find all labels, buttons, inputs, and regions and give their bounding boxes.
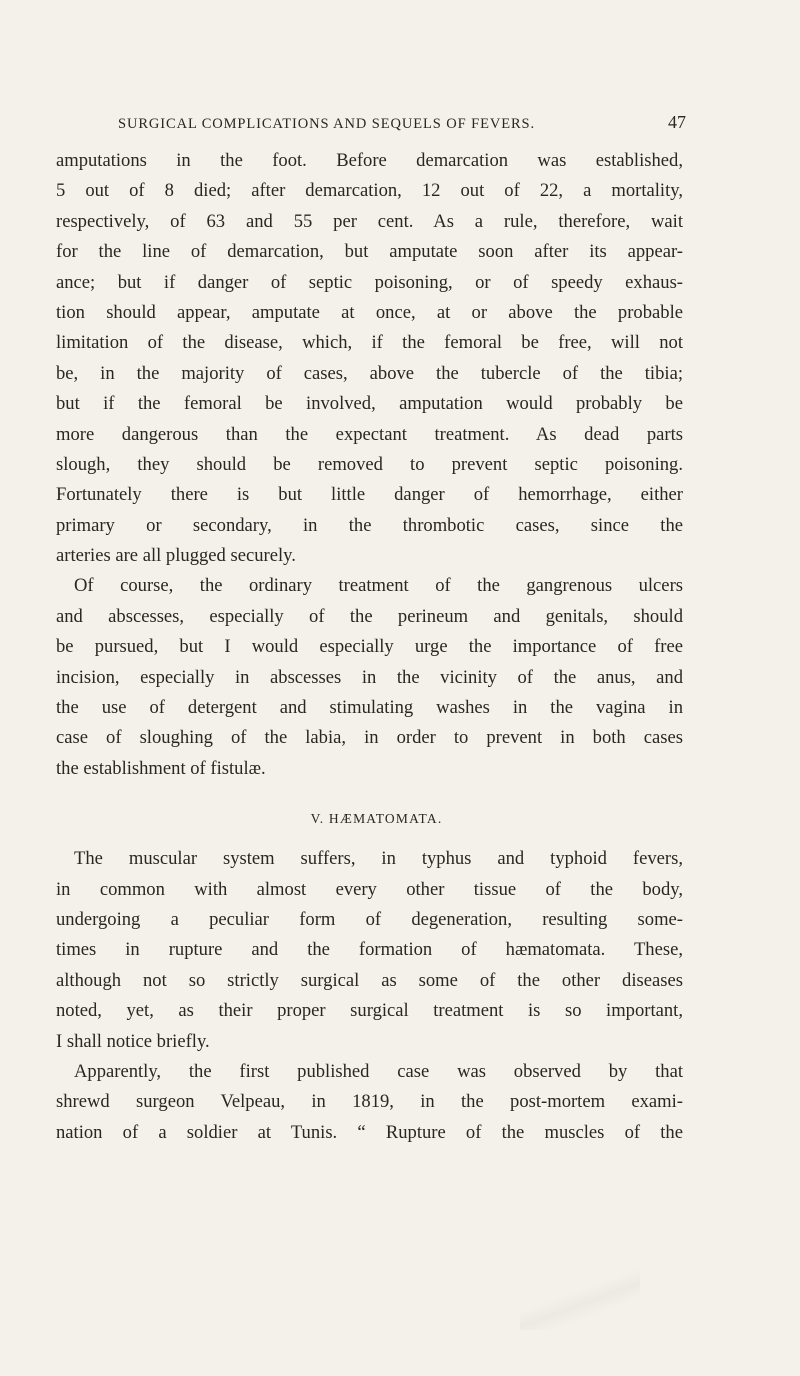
text-line: times in rupture and the formation of hæmatomata. These, [56, 939, 683, 961]
section-heading: V. HÆMATOMATA. [310, 811, 443, 827]
text-line: be pursued, but I would especially urge the importance of free [56, 636, 683, 658]
paragraph-amputation [56, 146, 683, 571]
body-text [56, 146, 683, 1148]
text-line: respectively, of 63 and 55 per cent. As a rule, therefore, wait [56, 210, 683, 232]
text-line: for the line of demarcation, but amputate soon after its appear- [56, 241, 683, 263]
page-header [118, 112, 686, 138]
text-line: be, in the majority of cases, above the tubercle of the tibia; [56, 362, 683, 384]
paragraph-ordinary-treatment [56, 571, 683, 784]
text-line: limitation of the disease, which, if the femoral be free, will not [56, 332, 683, 354]
text-line: the establishment of fistulæ. [56, 757, 266, 779]
text-line: and abscesses, especially of the perineum and genitals, should [56, 605, 683, 627]
text-line: Fortunately there is but little danger of hemorrhage, either [56, 484, 683, 506]
text-line: although not so strictly surgical as some of the other diseases [56, 969, 683, 991]
text-line: incision, especially in abscesses in the vicinity of the anus, and [56, 666, 683, 688]
text-line: ance; but if danger of septic poisoning, or of speedy exhaus- [56, 271, 683, 293]
text-line: amputations in the foot. Before demarcation was established, [56, 150, 683, 171]
running-head: SURGICAL COMPLICATIONS AND SEQUELS OF FEVERS. [118, 116, 536, 132]
text-line: undergoing a peculiar form of degeneration, resulting some- [56, 908, 683, 930]
text-line: but if the femoral be involved, amputation would probably be [56, 393, 683, 415]
text-line: Apparently, the first published case was observed by that [74, 1060, 683, 1082]
page-number: 47 [668, 112, 686, 132]
text-line: in common with almost every other tissue of the body, [56, 878, 683, 900]
text-line: shrewd surgeon Velpeau, in 1819, in the post-mortem exami- [56, 1091, 683, 1113]
text-line: case of sloughing of the labia, in order to prevent in both cases [56, 727, 683, 749]
text-line: The muscular system suffers, in typhus and typhoid fevers, [74, 848, 683, 870]
paragraph-velpeau [56, 1057, 683, 1148]
text-line: Of course, the ordinary treatment of the gangrenous ulcers [74, 575, 683, 597]
text-line: I shall notice briefly. [56, 1030, 210, 1052]
text-line: 5 out of 8 died; after demarcation, 12 out of 22, a mortality, [56, 180, 683, 202]
text-line: the use of detergent and stimulating washes in the vagina in [56, 697, 683, 719]
paper-smudge [520, 1270, 640, 1330]
text-line: slough, they should be removed to prevent septic poisoning. [56, 453, 683, 475]
text-line: primary or secondary, in the thrombotic cases, since the [56, 514, 683, 536]
text-line: nation of a soldier at Tunis. “ Rupture of the muscles of the [56, 1121, 683, 1143]
text-line: noted, yet, as their proper surgical treatment is so important, [56, 1000, 683, 1022]
text-line: arteries are all plugged securely. [56, 545, 296, 567]
text-line: more dangerous than the expectant treatment. As dead parts [56, 423, 683, 445]
text-line: tion should appear, amputate at once, at or above the probable [56, 301, 683, 323]
paragraph-muscular-system [56, 844, 683, 1057]
